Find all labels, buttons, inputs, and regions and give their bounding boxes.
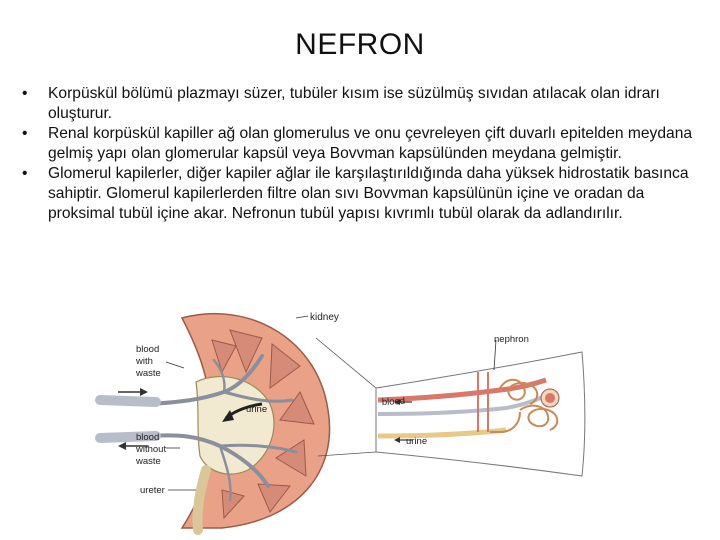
- renal-artery: [100, 400, 156, 402]
- kidney-illustration: [100, 312, 339, 530]
- nephron-inset: [376, 334, 585, 476]
- label-nephron: nephron: [494, 334, 529, 345]
- blood-out-arrowhead: [118, 442, 126, 450]
- leader-line: [166, 362, 184, 368]
- label-urine-kidney: urine: [246, 404, 268, 415]
- leader-line: [296, 316, 308, 318]
- glomerulus: [545, 393, 555, 403]
- label-blood-without-waste: blood without waste: [136, 432, 167, 467]
- label-ureter: ureter: [140, 485, 165, 496]
- label-kidney: kidney: [310, 312, 339, 323]
- label-blood-nephron: blood: [381, 395, 406, 408]
- page-title: NEFRON: [295, 28, 425, 61]
- bullet-item: • Renal korpüskül kapiller ağ olan glomerulus ve onu çevreleyen çift duvarlı epitelden meydana gelmiş yapı olan glomerular kapsül veya Bovvman kapsülünden meydana gelmiştir.: [18, 124, 708, 164]
- bullet-item: • Glomerul kapilerler, diğer kapiler ağlar ile karşılaştırıldığında daha yüksek hidrostatik basınca sahiptir. Glomerul kapilerlerden filtre olan sıvı Bovvman kapsülünün içine ve oradan da proksimal tubül içine akar. Nefronun tubül yapısı kıvrımlı tubül olarak da adlandırılır.: [18, 164, 708, 224]
- bullet-item: • Korpüskül bölümü plazmayı süzer, tubüler kısım ise süzülmüş sıvıdan atılacak olan idrarı oluşturur.: [18, 84, 708, 124]
- label-blood-with-waste: blood with waste: [136, 344, 161, 379]
- label-urine-nephron: urine: [406, 436, 428, 447]
- blood-in-arrowhead: [140, 388, 148, 396]
